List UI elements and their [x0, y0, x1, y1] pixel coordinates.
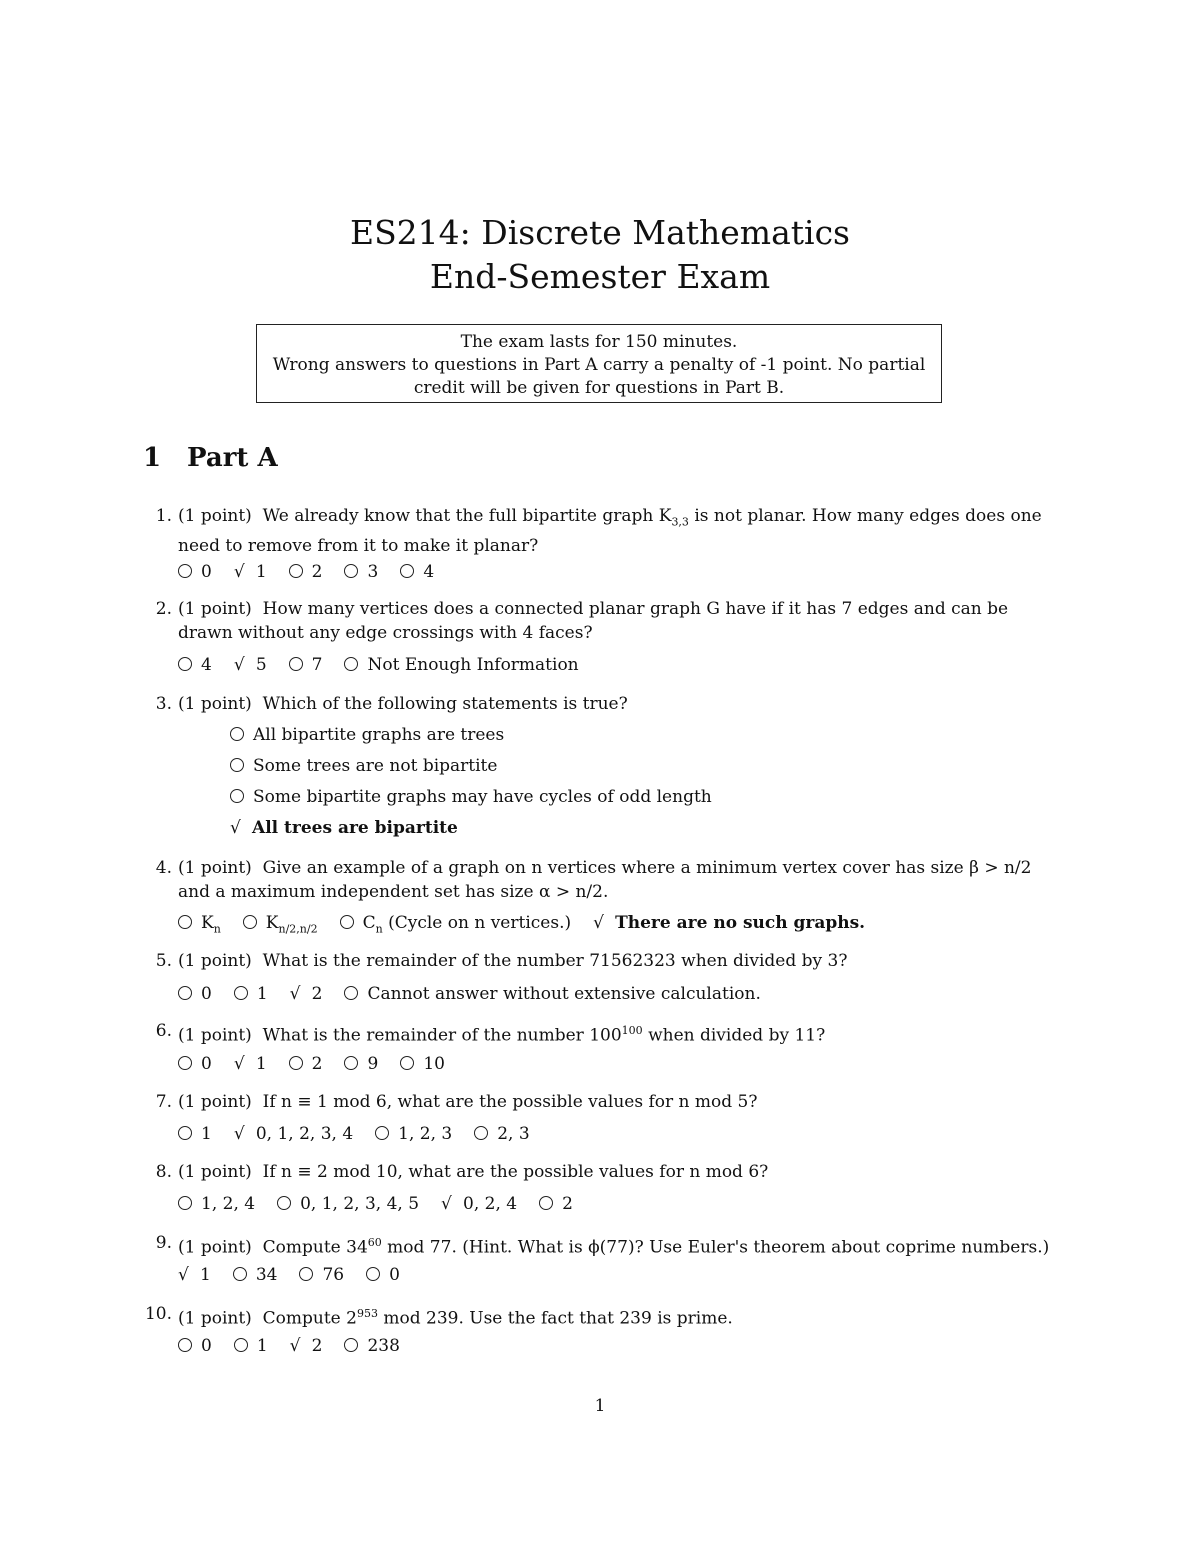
answer-option[interactable] — [178, 561, 212, 583]
question-number: 7. — [155, 1092, 172, 1112]
radio-circle-icon[interactable] — [289, 564, 303, 578]
answer-option[interactable] — [289, 561, 323, 583]
answer-option-row — [230, 817, 458, 839]
answer-option[interactable] — [289, 1053, 323, 1075]
answer-option[interactable] — [539, 1193, 573, 1215]
question-text: (1 point) What is the remainder of the number $100^{100}$ when divided by 11? — [178, 1024, 826, 1046]
question-text: (1 point) How many vertices does a connected planar graph G have if it has 7 edges and can be drawn without any edge crossings with 4 faces? — [178, 599, 1009, 643]
radio-circle-icon[interactable] — [178, 1338, 192, 1352]
answer-option-label: 0 — [201, 984, 212, 1004]
answer-options — [178, 983, 783, 1005]
answer-option-label: 2 — [311, 1336, 323, 1356]
answer-option-correct[interactable] — [230, 818, 458, 838]
checkmark-icon[interactable]: √ — [593, 913, 604, 933]
radio-circle-icon[interactable] — [234, 1338, 248, 1352]
radio-circle-icon[interactable] — [474, 1126, 488, 1140]
radio-circle-icon[interactable] — [234, 986, 248, 1000]
checkmark-icon[interactable]: √ — [178, 1265, 189, 1285]
answer-option-label: 0 — [201, 1054, 212, 1074]
question-number: 8. — [155, 1162, 172, 1182]
exam-subtitle: End-Semester Exam — [429, 257, 771, 296]
answer-option-label: 1 — [256, 984, 268, 1004]
question-text: (1 point) What is the remainder of the number 71562323 when divided by 3? — [178, 951, 848, 971]
answer-option-correct[interactable] — [234, 1123, 353, 1145]
answer-options — [178, 561, 456, 583]
section-title: Part A — [187, 443, 278, 473]
answer-option-label: 4 — [201, 655, 212, 675]
checkmark-icon[interactable]: √ — [233, 562, 245, 582]
answer-option[interactable] — [230, 756, 497, 776]
radio-circle-icon[interactable] — [178, 915, 192, 929]
answer-option[interactable] — [178, 1123, 212, 1145]
question-number: 4. — [155, 858, 172, 878]
answer-option[interactable] — [344, 654, 578, 676]
checkmark-icon[interactable]: √ — [230, 818, 241, 838]
radio-circle-icon[interactable] — [375, 1126, 389, 1140]
answer-option[interactable] — [234, 1335, 268, 1357]
radio-circle-icon[interactable] — [289, 1056, 303, 1070]
checkmark-icon[interactable]: √ — [289, 984, 301, 1004]
question-number: 1. — [155, 506, 172, 526]
radio-circle-icon[interactable] — [400, 564, 414, 578]
answer-option-row — [230, 724, 504, 746]
question-text: (1 point) Compute $2^{953}$ mod 239. Use the fact that 239 is prime. — [178, 1307, 733, 1329]
exam-notice-box — [256, 324, 942, 403]
answer-option-label: Some bipartite graphs may have cycles of odd length — [253, 787, 712, 807]
answer-option-label: 2 — [311, 562, 323, 582]
radio-circle-icon[interactable] — [344, 1056, 358, 1070]
answer-option-label: 1 — [201, 1124, 212, 1144]
answer-option-correct[interactable] — [234, 561, 267, 583]
checkmark-icon[interactable]: √ — [233, 1054, 245, 1074]
answer-options — [178, 1193, 595, 1215]
section-heading — [143, 443, 278, 473]
answer-option-correct[interactable] — [234, 654, 267, 676]
answer-option-label: 2 — [311, 1054, 323, 1074]
answer-option-label: 7 — [311, 655, 323, 675]
question-text: (1 point) We already know that the full bipartite graph $K_{3,3}$ is not planar. How many edges does one need to remove from it to make it planar? — [178, 506, 1042, 557]
answer-option-label: 34 — [255, 1265, 278, 1285]
radio-circle-icon[interactable] — [344, 1338, 358, 1352]
answer-option[interactable] — [234, 983, 268, 1005]
radio-circle-icon[interactable] — [230, 727, 244, 741]
answer-option-label: K — [201, 913, 214, 933]
answer-option-label: 0 — [389, 1265, 400, 1285]
question-text: (1 point) If n ≡ 2 mod 10, what are the possible values for n mod 6? — [178, 1162, 769, 1182]
answer-option-label: Some trees are not bipartite — [253, 756, 498, 776]
subscript: n — [375, 922, 383, 936]
answer-option-label: 10 — [423, 1054, 445, 1074]
radio-circle-icon[interactable] — [366, 1267, 380, 1281]
answer-option[interactable] — [340, 912, 572, 940]
answer-option-row — [230, 755, 497, 777]
answer-option[interactable] — [289, 654, 323, 676]
answer-option[interactable] — [178, 1053, 212, 1075]
answer-option[interactable] — [178, 1335, 212, 1357]
radio-circle-icon[interactable] — [340, 915, 354, 929]
answer-option[interactable] — [178, 654, 212, 676]
question-text: (1 point) If n ≡ 1 mod 6, what are the possible values for n mod 5? — [178, 1092, 758, 1112]
answer-option-label: 1 — [255, 1054, 267, 1074]
question-text: (1 point) Which of the following statements is true? — [178, 694, 628, 714]
radio-circle-icon[interactable] — [277, 1196, 291, 1210]
answer-option-row — [230, 786, 712, 808]
answer-option[interactable] — [400, 1053, 445, 1075]
answer-option-label: 5 — [255, 655, 267, 675]
answer-option[interactable] — [344, 1053, 378, 1075]
answer-option-label: All trees are bipartite — [252, 818, 458, 838]
answer-option[interactable] — [178, 1193, 255, 1215]
answer-option-correct[interactable] — [441, 1193, 517, 1215]
answer-option-label: All bipartite graphs are trees — [253, 725, 505, 745]
question-number: 10. — [144, 1304, 172, 1324]
answer-option[interactable] — [344, 561, 378, 583]
radio-circle-icon[interactable] — [344, 986, 358, 1000]
subscript: n — [213, 922, 221, 936]
answer-option-correct[interactable] — [290, 1335, 323, 1357]
radio-circle-icon[interactable] — [289, 657, 303, 671]
answer-option[interactable] — [400, 561, 434, 583]
page-number: 1 — [594, 1396, 606, 1416]
question-number: 3. — [155, 694, 172, 714]
answer-option-label: 1, 2, 3 — [398, 1124, 453, 1144]
checkmark-icon[interactable]: √ — [233, 1124, 245, 1144]
radio-circle-icon[interactable] — [344, 657, 358, 671]
answer-option-label: 0 — [201, 1336, 212, 1356]
answer-option[interactable] — [233, 1264, 278, 1286]
answer-option-label: 1 — [200, 1265, 211, 1285]
answer-option[interactable] — [230, 725, 504, 745]
answer-option-label: C — [362, 913, 376, 933]
answer-option-label: There are no such graphs. — [615, 913, 866, 933]
question-number: 9. — [155, 1233, 172, 1253]
question-number: 6. — [155, 1021, 172, 1041]
answer-option-label: 1 — [255, 562, 267, 582]
answer-option-label: 0, 2, 4 — [463, 1194, 518, 1214]
radio-circle-icon[interactable] — [230, 789, 244, 803]
answer-option-correct[interactable] — [290, 983, 323, 1005]
question-text: (1 point) Give an example of a graph on n vertices where a minimum vertex cover has size β > n/2 and a maximum independent set has size α > n/2. — [178, 858, 1032, 902]
question-number: 2. — [155, 599, 172, 619]
checkmark-icon[interactable]: √ — [289, 1336, 301, 1356]
section-number: 1 — [143, 443, 162, 473]
subscript: n/2,n/2 — [278, 922, 318, 936]
checkmark-icon[interactable]: √ — [441, 1194, 452, 1214]
answer-options — [178, 1053, 467, 1075]
answer-options — [178, 1123, 552, 1145]
answer-option-label: 4 — [423, 562, 435, 582]
radio-circle-icon[interactable] — [400, 1056, 414, 1070]
radio-circle-icon[interactable] — [243, 915, 257, 929]
radio-circle-icon[interactable] — [178, 657, 192, 671]
answer-option-label: 2 — [562, 1194, 573, 1214]
answer-option[interactable] — [366, 1264, 400, 1286]
answer-option-label: 238 — [367, 1336, 400, 1356]
answer-option-label: 1 — [256, 1336, 268, 1356]
answer-option-correct[interactable] — [178, 1264, 211, 1286]
notice-line: credit will be given for questions in Part B. — [413, 378, 785, 398]
answer-option-label: 0, 1, 2, 3, 4, 5 — [300, 1194, 420, 1214]
answer-option-label: 3 — [367, 562, 379, 582]
answer-option-suffix: (Cycle on n vertices.) — [382, 913, 572, 933]
answer-option[interactable] — [243, 912, 318, 940]
radio-circle-icon[interactable] — [299, 1267, 313, 1281]
radio-circle-icon[interactable] — [539, 1196, 553, 1210]
answer-option[interactable] — [178, 983, 212, 1005]
answer-option[interactable] — [277, 1193, 419, 1215]
answer-options — [178, 912, 887, 940]
answer-option-correct[interactable] — [234, 1053, 267, 1075]
radio-circle-icon[interactable] — [344, 564, 358, 578]
answer-option-correct[interactable] — [593, 912, 865, 934]
answer-options — [178, 654, 601, 676]
question-number: 5. — [155, 951, 172, 971]
radio-circle-icon[interactable] — [178, 986, 192, 1000]
radio-circle-icon[interactable] — [178, 1056, 192, 1070]
answer-option-label: 1, 2, 4 — [201, 1194, 256, 1214]
answer-option[interactable] — [344, 1335, 399, 1357]
answer-option[interactable] — [299, 1264, 344, 1286]
radio-circle-icon[interactable] — [178, 1126, 192, 1140]
answer-option-label: K — [265, 913, 279, 933]
answer-options — [178, 1335, 422, 1357]
answer-option[interactable] — [230, 787, 712, 807]
answer-option-label: 76 — [322, 1265, 345, 1285]
answer-options — [178, 1264, 422, 1286]
answer-option-label: 2 — [311, 984, 323, 1004]
question-text: (1 point) Compute $34^{60}$ mod 77. (Hint. What is ϕ(77)? Use Euler's theorem about coprime numbers.) — [178, 1236, 1050, 1258]
answer-option[interactable] — [474, 1123, 529, 1145]
exam-title: ES214: Discrete Mathematics — [349, 213, 850, 252]
answer-option[interactable] — [344, 983, 760, 1005]
notice-line: The exam lasts for 150 minutes. — [460, 332, 738, 352]
radio-circle-icon[interactable] — [230, 758, 244, 772]
checkmark-icon[interactable]: √ — [233, 655, 245, 675]
answer-option-label: 0, 1, 2, 3, 4 — [255, 1124, 354, 1144]
answer-option-label: Not Enough Information — [367, 655, 579, 675]
answer-option-label: 2, 3 — [497, 1124, 530, 1144]
radio-circle-icon[interactable] — [178, 564, 192, 578]
answer-option[interactable] — [178, 912, 221, 940]
answer-option-label: 0 — [201, 562, 212, 582]
notice-line: Wrong answers to questions in Part A carry a penalty of -1 point. No partial — [272, 355, 926, 375]
answer-option-label: Cannot answer without extensive calculation. — [367, 984, 761, 1004]
answer-option-label: 9 — [367, 1054, 379, 1074]
radio-circle-icon[interactable] — [178, 1196, 192, 1210]
answer-option[interactable] — [375, 1123, 452, 1145]
radio-circle-icon[interactable] — [233, 1267, 247, 1281]
